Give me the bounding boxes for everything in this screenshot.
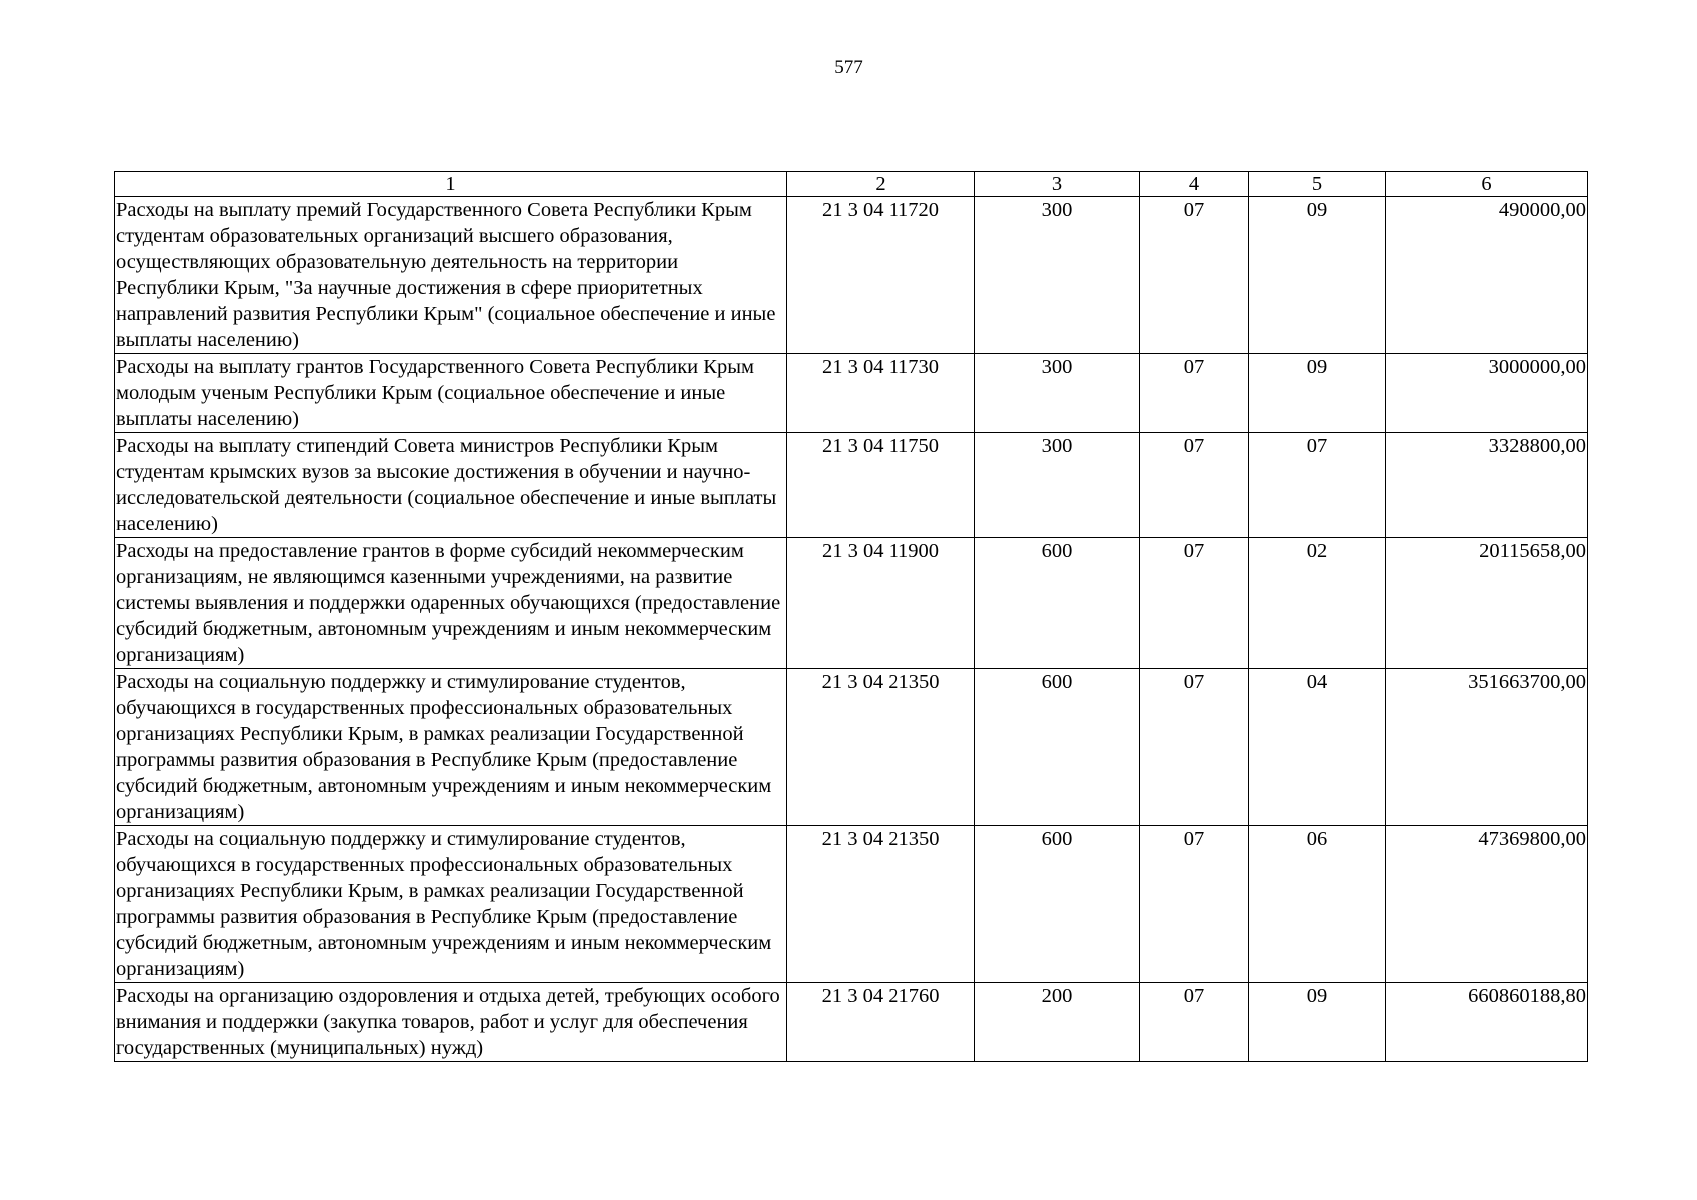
header-col-3: 3 [975,172,1140,197]
table-header-row [115,172,1588,197]
row-section: 07 [1140,983,1249,1062]
row-expense-type: 300 [975,197,1140,354]
row-subsection: 09 [1249,354,1386,433]
row-subsection: 04 [1249,669,1386,826]
row-amount: 490000,00 [1386,197,1588,354]
table-row [115,826,1588,983]
row-expense-type: 300 [975,354,1140,433]
row-subsection: 09 [1249,197,1386,354]
row-expense-type: 600 [975,826,1140,983]
row-section: 07 [1140,354,1249,433]
row-target-code: 21 3 04 21350 [787,669,975,826]
row-expense-type: 600 [975,538,1140,669]
row-expense-type: 600 [975,669,1140,826]
row-section: 07 [1140,826,1249,983]
row-section: 07 [1140,433,1249,538]
row-amount: 3328800,00 [1386,433,1588,538]
row-target-code: 21 3 04 11900 [787,538,975,669]
row-description: Расходы на выплату стипендий Совета министров Республики Крым студентам крымских вузов за высокие достижения в обучении и научно-исследовательской деятельности (социальное обеспечение и иные выплаты населению) [115,433,787,538]
row-description: Расходы на предоставление грантов в форме субсидий некоммерческим организациям, не являющимся казенными учреждениями, на развитие системы выявления и поддержки одаренных обучающихся (предоставление субсидий бюджетным, автономным учреждениям и иным некоммерческим организациям) [115,538,787,669]
row-amount: 3000000,00 [1386,354,1588,433]
row-description: Расходы на организацию оздоровления и отдыха детей, требующих особого внимания и поддержки (закупка товаров, работ и услуг для обеспечения государственных (муниципальных) нужд) [115,983,787,1062]
row-target-code: 21 3 04 11720 [787,197,975,354]
row-amount: 660860188,80 [1386,983,1588,1062]
row-description: Расходы на социальную поддержку и стимулирование студентов, обучающихся в государственных профессиональных образовательных организациях Республики Крым, в рамках реализации Государственной программы развития образования в Республике Крым (предоставление субсидий бюджетным, автономным учреждениям и иным некоммерческим организациям) [115,669,787,826]
row-subsection: 09 [1249,983,1386,1062]
page-number: 577 [834,57,863,78]
row-target-code: 21 3 04 21760 [787,983,975,1062]
row-expense-type: 200 [975,983,1140,1062]
row-expense-type: 300 [975,433,1140,538]
row-target-code: 21 3 04 21350 [787,826,975,983]
row-subsection: 06 [1249,826,1386,983]
table-row [115,983,1588,1062]
header-col-1: 1 [115,172,787,197]
header-col-6: 6 [1386,172,1588,197]
header-col-4: 4 [1140,172,1249,197]
row-amount: 47369800,00 [1386,826,1588,983]
row-section: 07 [1140,538,1249,669]
row-description: Расходы на выплату грантов Государственного Совета Республики Крым молодым ученым Республики Крым (социальное обеспечение и иные выплаты населению) [115,354,787,433]
row-amount: 351663700,00 [1386,669,1588,826]
row-target-code: 21 3 04 11730 [787,354,975,433]
table-row [115,354,1588,433]
row-target-code: 21 3 04 11750 [787,433,975,538]
table-row [115,433,1588,538]
table-row [115,197,1588,354]
row-subsection: 02 [1249,538,1386,669]
table-row [115,538,1588,669]
row-section: 07 [1140,197,1249,354]
row-amount: 20115658,00 [1386,538,1588,669]
row-section: 07 [1140,669,1249,826]
header-col-2: 2 [787,172,975,197]
row-description: Расходы на социальную поддержку и стимулирование студентов, обучающихся в государственных профессиональных образовательных организациях Республики Крым, в рамках реализации Государственной программы развития образования в Республике Крым (предоставление субсидий бюджетным, автономным учреждениям и иным некоммерческим организациям) [115,826,787,983]
row-subsection: 07 [1249,433,1386,538]
row-description: Расходы на выплату премий Государственного Совета Республики Крым студентам образовательных организаций высшего образования, осуществляющих образовательную деятельность на территории Республики Крым, "За научные достижения в сфере приоритетных направлений развития Республики Крым" (социальное обеспечение и иные выплаты населению) [115,197,787,354]
budget-table [114,171,1588,1062]
table-row [115,669,1588,826]
header-col-5: 5 [1249,172,1386,197]
